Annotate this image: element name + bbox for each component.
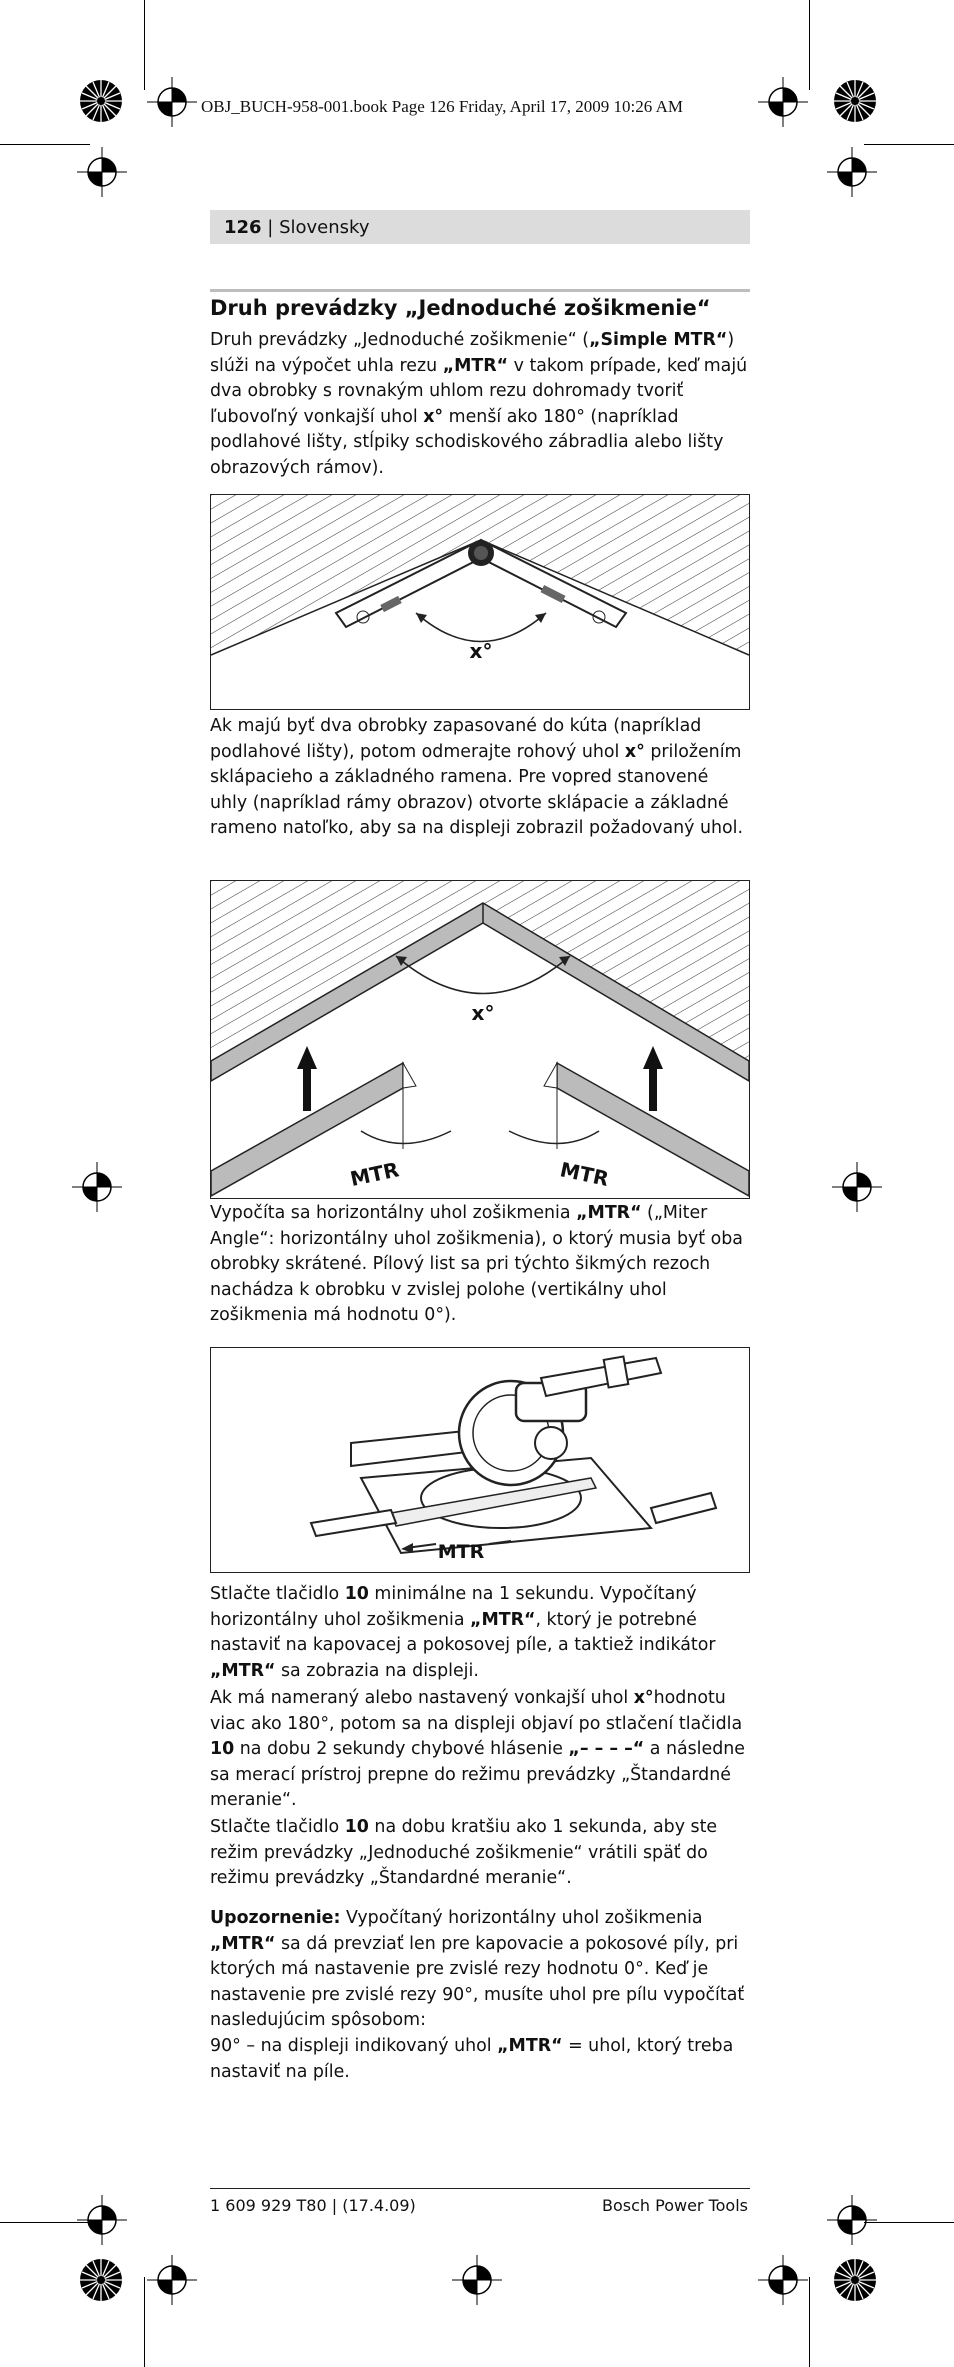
paragraph-error-message: Ak má nameraný alebo nastavený vonkajší uhol x°hodnotu viac ako 180°, potom sa na displeji objaví po stlačení tlačidla 10 na dobu 2 sekundy chybové hlásenie „– – – –“ a následne sa merací prístroj prepne do režimu prevádzky „Štandardné meranie“. <box>210 1688 745 1811</box>
figure-miter-cut <box>210 880 750 1199</box>
crop-mark <box>144 2277 145 2367</box>
intro-paragraph: Druh prevádzky „Jednoduché zošikmenie“ („Simple MTR“) slúži na výpočet uhla rezu „MTR“ v takom prípade, keď majú dva obrobky s rovnakým uhlom rezu dohromady tvoriť ľubovoľný vonkajší uhol x° menší ako 180° (napríklad podlahové lišty, stĺpiky schodiskového zábradlia alebo lišty obrazových rámov). <box>210 330 748 478</box>
page-header <box>224 217 369 238</box>
crop-mark <box>0 144 90 145</box>
paragraph-inside-corner: Ak majú byť dva obrobky zapasované do kúta (napríklad podlahové lišty), potom odmerajte rohový uhol x° priložením sklápacieho a základného ramena. Pre vopred stanovené uhly (napríklad rámy obrazov) otvorte sklápacie a základné rameno natoľko, aby sa na displeji zobrazil požadovaný uhol. <box>210 716 744 839</box>
crop-mark <box>864 2222 954 2223</box>
registration-mark-icon <box>147 2255 197 2305</box>
figure2-mtr-left: MTR <box>348 1157 401 1191</box>
print-slug: OBJ_BUCH-958-001.book Page 126 Friday, April 17, 2009 10:26 AM <box>201 97 683 116</box>
footer-rule <box>210 2188 750 2189</box>
figure-outside-corner-measurement <box>210 494 750 710</box>
registration-mark-icon <box>832 1162 882 1212</box>
crop-mark <box>864 144 954 145</box>
heading-rule <box>210 289 750 292</box>
registration-mark-icon <box>147 77 197 127</box>
registration-mark-icon <box>758 2255 808 2305</box>
registration-mark-icon <box>77 2195 127 2245</box>
header-language: Slovensky <box>279 217 370 238</box>
figure-miter-saw <box>210 1347 750 1573</box>
footer-brand: Bosch Power Tools <box>602 2196 748 2215</box>
page-number: 126 <box>224 217 262 238</box>
star-target-icon <box>832 2257 878 2303</box>
registration-mark-icon <box>827 2195 877 2245</box>
figure1-angle-label: x° <box>469 639 493 663</box>
figure2-mtr-right: MTR <box>558 1157 611 1191</box>
crop-mark <box>809 2277 810 2367</box>
figure2-angle-label: x° <box>471 1001 495 1025</box>
paragraph-press-button: Stlačte tlačidlo 10 minimálne na 1 sekundu. Vypočítaný horizontálny uhol zošikmenia „MTR“, ktorý je potrebné nastaviť na kapovacej a pokosovej píle, a taktiež indikátor „MTR“ sa zobrazia na displeji. <box>210 1584 716 1681</box>
registration-mark-icon <box>758 77 808 127</box>
registration-mark-icon <box>452 2255 502 2305</box>
paragraph-mtr-result: Vypočíta sa horizontálny uhol zošikmenia „MTR“ („Miter Angle“: horizontálny uhol zošikmenia), o ktorý musia byť oba obrobky skrátené. Pílový list sa pri týchto šikmých rezoch nachádza k obrobku v zvislej polohe (vertikálny uhol zošikmenia má hodnotu 0°). <box>210 1203 743 1326</box>
star-target-icon <box>832 78 878 124</box>
registration-mark-icon <box>827 147 877 197</box>
star-target-icon <box>78 78 124 124</box>
paragraph-return-mode: Stlačte tlačidlo 10 na dobu kratšiu ako 1 sekunda, aby ste režim prevádzky „Jednoduché zošikmenie“ vrátili späť do režimu prevádzky „Štandardné meranie“. <box>210 1817 718 1889</box>
section-heading: Druh prevádzky „Jednoduché zošikmenie“ <box>210 296 711 320</box>
crop-mark <box>809 0 810 90</box>
registration-mark-icon <box>72 1162 122 1212</box>
paragraph-note: Upozornenie: Vypočítaný horizontálny uhol zošikmenia „MTR“ sa dá prevziať len pre kapovacie a pokosové píly, pri ktorých má nastavenie pre zvislé rezy hodnotu 0°. Keď je nastavenie pre zvislé rezy 90°, musíte uhol pre pílu vypočítať nasledujúcim spôsobom: 90° – na displeji indikovaný uhol „MTR“ = uhol, ktorý treba nastaviť na píle. <box>210 1908 745 2082</box>
crop-mark <box>144 0 145 90</box>
footer-doc-number: 1 609 929 T80 | (17.4.09) <box>210 2196 416 2215</box>
registration-mark-icon <box>77 147 127 197</box>
figure3-mtr-label: MTR <box>437 1541 485 1563</box>
star-target-icon <box>78 2257 124 2303</box>
header-separator: | <box>261 217 280 238</box>
